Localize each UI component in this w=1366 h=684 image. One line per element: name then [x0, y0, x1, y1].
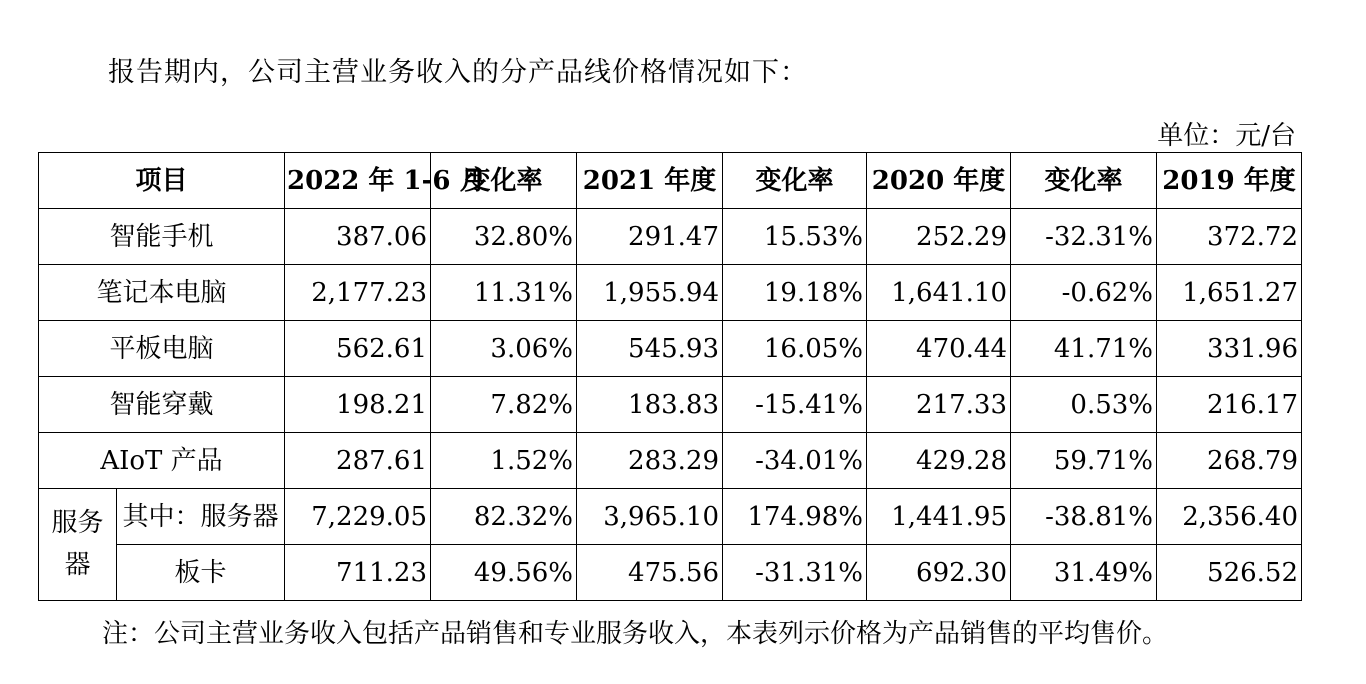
cell-value: 1,651.27	[1157, 265, 1302, 321]
cell-value: 11.31%	[431, 265, 577, 321]
cell-value: 16.05%	[723, 321, 867, 377]
cell-value: 1,641.10	[867, 265, 1011, 321]
cell-value: 59.71%	[1011, 433, 1157, 489]
price-table	[38, 152, 1302, 601]
header-change-2022h1: 变化率	[431, 153, 577, 209]
cell-value: 283.29	[577, 433, 723, 489]
cell-value: 7,229.05	[285, 489, 431, 545]
cell-value: 3.06%	[431, 321, 577, 377]
cell-value: 331.96	[1157, 321, 1302, 377]
table-row	[39, 321, 1302, 377]
cell-value: 216.17	[1157, 377, 1302, 433]
unit-label: 单位：元/台	[1157, 121, 1296, 151]
cell-value: 429.28	[867, 433, 1011, 489]
row-label: 板卡	[117, 545, 285, 601]
intro-text: 报告期内，公司主营业务收入的分产品线价格情况如下：	[108, 57, 808, 88]
cell-value: 252.29	[867, 209, 1011, 265]
header-item: 项目	[39, 153, 285, 209]
table-row	[39, 433, 1302, 489]
cell-value: 174.98%	[723, 489, 867, 545]
header-2020: 2020 年度	[867, 153, 1011, 209]
cell-value: 217.33	[867, 377, 1011, 433]
row-label: AIoT 产品	[39, 433, 285, 489]
header-2021: 2021 年度	[577, 153, 723, 209]
cell-value: 32.80%	[431, 209, 577, 265]
cell-value: 31.49%	[1011, 545, 1157, 601]
cell-value: 372.72	[1157, 209, 1302, 265]
header-2019: 2019 年度	[1157, 153, 1302, 209]
cell-value: 1.52%	[431, 433, 577, 489]
row-label: 智能手机	[39, 209, 285, 265]
row-label: 其中：服务器	[117, 489, 285, 545]
group-label-server: 服务器	[39, 489, 117, 601]
table-row	[39, 209, 1302, 265]
cell-value: 198.21	[285, 377, 431, 433]
footnote: 注：公司主营业务收入包括产品销售和专业服务收入，本表列示价格为产品销售的平均售价。	[102, 619, 1169, 649]
cell-value: 692.30	[867, 545, 1011, 601]
cell-value: 291.47	[577, 209, 723, 265]
cell-value: 562.61	[285, 321, 431, 377]
cell-value: 15.53%	[723, 209, 867, 265]
cell-value: 41.71%	[1011, 321, 1157, 377]
cell-value: 3,965.10	[577, 489, 723, 545]
cell-value: -31.31%	[723, 545, 867, 601]
cell-value: 526.52	[1157, 545, 1302, 601]
cell-value: 268.79	[1157, 433, 1302, 489]
cell-value: 470.44	[867, 321, 1011, 377]
cell-value: 19.18%	[723, 265, 867, 321]
header-change-2021: 变化率	[723, 153, 867, 209]
cell-value: 2,356.40	[1157, 489, 1302, 545]
header-change-2020: 变化率	[1011, 153, 1157, 209]
cell-value: 1,441.95	[867, 489, 1011, 545]
cell-value: 387.06	[285, 209, 431, 265]
cell-value: 0.53%	[1011, 377, 1157, 433]
cell-value: 287.61	[285, 433, 431, 489]
row-label: 智能穿戴	[39, 377, 285, 433]
table-row	[39, 377, 1302, 433]
cell-value: 49.56%	[431, 545, 577, 601]
table-row	[39, 489, 1302, 545]
row-label: 笔记本电脑	[39, 265, 285, 321]
cell-value: 82.32%	[431, 489, 577, 545]
cell-value: -0.62%	[1011, 265, 1157, 321]
cell-value: 1,955.94	[577, 265, 723, 321]
cell-value: -38.81%	[1011, 489, 1157, 545]
header-2022h1: 2022 年 1-6 月	[285, 153, 431, 209]
table-header-row	[39, 153, 1302, 209]
table-row	[39, 545, 1302, 601]
cell-value: 2,177.23	[285, 265, 431, 321]
cell-value: -15.41%	[723, 377, 867, 433]
row-label: 平板电脑	[39, 321, 285, 377]
cell-value: -34.01%	[723, 433, 867, 489]
table-row	[39, 265, 1302, 321]
cell-value: 545.93	[577, 321, 723, 377]
cell-value: 711.23	[285, 545, 431, 601]
cell-value: 183.83	[577, 377, 723, 433]
cell-value: -32.31%	[1011, 209, 1157, 265]
cell-value: 475.56	[577, 545, 723, 601]
cell-value: 7.82%	[431, 377, 577, 433]
